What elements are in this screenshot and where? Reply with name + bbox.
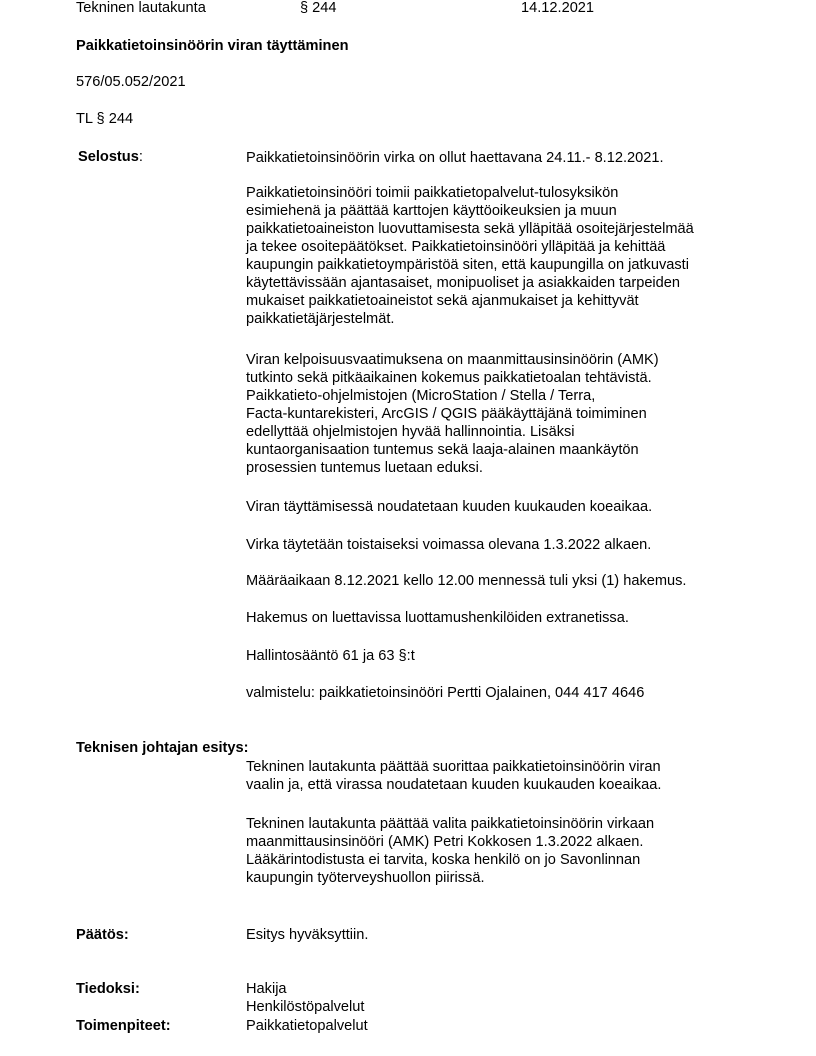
esitys-paragraph-1: [246, 758, 776, 794]
text-line: Paikkatieto-ohjelmistojen (MicroStation / Stella / Terra,: [246, 388, 596, 404]
text-line: Tekninen lautakunta päättää suorittaa paikkatietoinsinöörin viran: [246, 759, 661, 775]
selostus-paragraph-9: [246, 684, 776, 702]
text-line: Viran kelpoisuusvaatimuksena on maanmittausinsinöörin (AMK): [246, 352, 659, 368]
text-line: paikkatietoaineiston luovuttamisesta sekä ylläpitää osoitejärjestelmää: [246, 221, 694, 237]
text-line: Virka täytetään toistaiseksi voimassa olevana 1.3.2022 alkaen.: [246, 537, 652, 553]
tl-reference: TL § 244: [76, 111, 134, 127]
esitys-label: Teknisen johtajan esitys:: [76, 740, 249, 756]
text-line: mukaiset paikkatietoaineistot sekä ajanmukaiset ja kehittyvät: [246, 293, 639, 309]
tiedoksi-item: Hakija: [246, 981, 287, 997]
text-line: kuntaorganisaation tuntemus sekä laaja-alainen maankäytön: [246, 442, 639, 458]
document-title: Paikkatietoinsinöörin viran täyttäminen: [76, 38, 349, 54]
reference-number: 576/05.052/2021: [76, 74, 186, 90]
text-line: Viran täyttämisessä noudatetaan kuuden kuukauden koeaikaa.: [246, 499, 653, 515]
toimenpiteet-item: Paikkatietopalvelut: [246, 1018, 368, 1034]
header-committee: Tekninen lautakunta: [76, 0, 206, 16]
selostus-paragraph-3: [246, 351, 776, 477]
text-line: prosessien tuntemus luetaan eduksi.: [246, 460, 483, 476]
header-date: 14.12.2021: [521, 0, 595, 16]
text-line: kaupungin paikkatietoympäristöä siten, että kaupungilla on jatkuvasti: [246, 257, 689, 273]
tiedoksi-item: Henkilöstöpalvelut: [246, 999, 365, 1015]
selostus-paragraph-4: [246, 498, 776, 516]
text-line: käytettävissään ajantasaiset, monipuoliset ja asiakkaiden tarpeiden: [246, 275, 681, 291]
selostus-heading: [78, 149, 143, 165]
esitys-paragraph-2: [246, 815, 776, 887]
selostus-paragraph-2: [246, 184, 776, 328]
text-line: Paikkatietoinsinöörin virka on ollut haettavana 24.11.- 8.12.2021.: [246, 150, 664, 166]
text-line: tutkinto sekä pitkäaikainen kokemus paikkatietoalan tehtävistä.: [246, 370, 652, 386]
paatos-text: Esitys hyväksyttiin.: [246, 927, 369, 943]
selostus-label-colon: :: [138, 149, 143, 165]
selostus-paragraph-6: [246, 572, 776, 590]
text-line: valmistelu: paikkatietoinsinööri Pertti Ojalainen, 044 417 4646: [246, 685, 645, 701]
text-line: edellyttää ohjelmistojen hyvää hallinnointia. Lisäksi: [246, 424, 575, 440]
selostus-paragraph-8: [246, 647, 776, 665]
header-section: § 244: [300, 0, 337, 16]
selostus-paragraph-1: [246, 149, 776, 167]
selostus-paragraph-5: [246, 536, 776, 554]
text-line: Lääkärintodistusta ei tarvita, koska henkilö on jo Savonlinnan: [246, 852, 641, 868]
text-line: vaalin ja, että virassa noudatetaan kuuden kuukauden koeaikaa.: [246, 777, 662, 793]
text-line: Hakemus on luettavissa luottamushenkilöiden extranetissa.: [246, 610, 629, 626]
text-line: Hallintosääntö 61 ja 63 §:t: [246, 648, 415, 664]
text-line: Määräaikaan 8.12.2021 kello 12.00 mennessä tuli yksi (1) hakemus.: [246, 573, 687, 589]
text-line: maanmittausinsinööri (AMK) Petri Kokkosen 1.3.2022 alkaen.: [246, 834, 644, 850]
selostus-label: Selostus: [78, 149, 139, 165]
text-line: ja tekee osoitepäätökset. Paikkatietoinsinööri ylläpitää ja kehittää: [246, 239, 666, 255]
text-line: Facta-kuntarekisteri, ArcGIS / QGIS pääkäyttäjänä toimiminen: [246, 406, 647, 422]
text-line: paikkatietäjärjestelmät.: [246, 311, 395, 327]
paatos-label: Päätös:: [76, 927, 129, 943]
selostus-paragraph-7: [246, 609, 776, 627]
text-line: Tekninen lautakunta päättää valita paikkatietoinsinöörin virkaan: [246, 816, 655, 832]
tiedoksi-label: Tiedoksi:: [76, 981, 140, 997]
text-line: kaupungin työterveyshuollon piirissä.: [246, 870, 485, 886]
text-line: Paikkatietoinsinööri toimii paikkatietopalvelut-tulosyksikön: [246, 185, 619, 201]
text-line: esimiehenä ja päättää karttojen käyttöoikeuksien ja muun: [246, 203, 617, 219]
toimenpiteet-label: Toimenpiteet:: [76, 1018, 171, 1034]
